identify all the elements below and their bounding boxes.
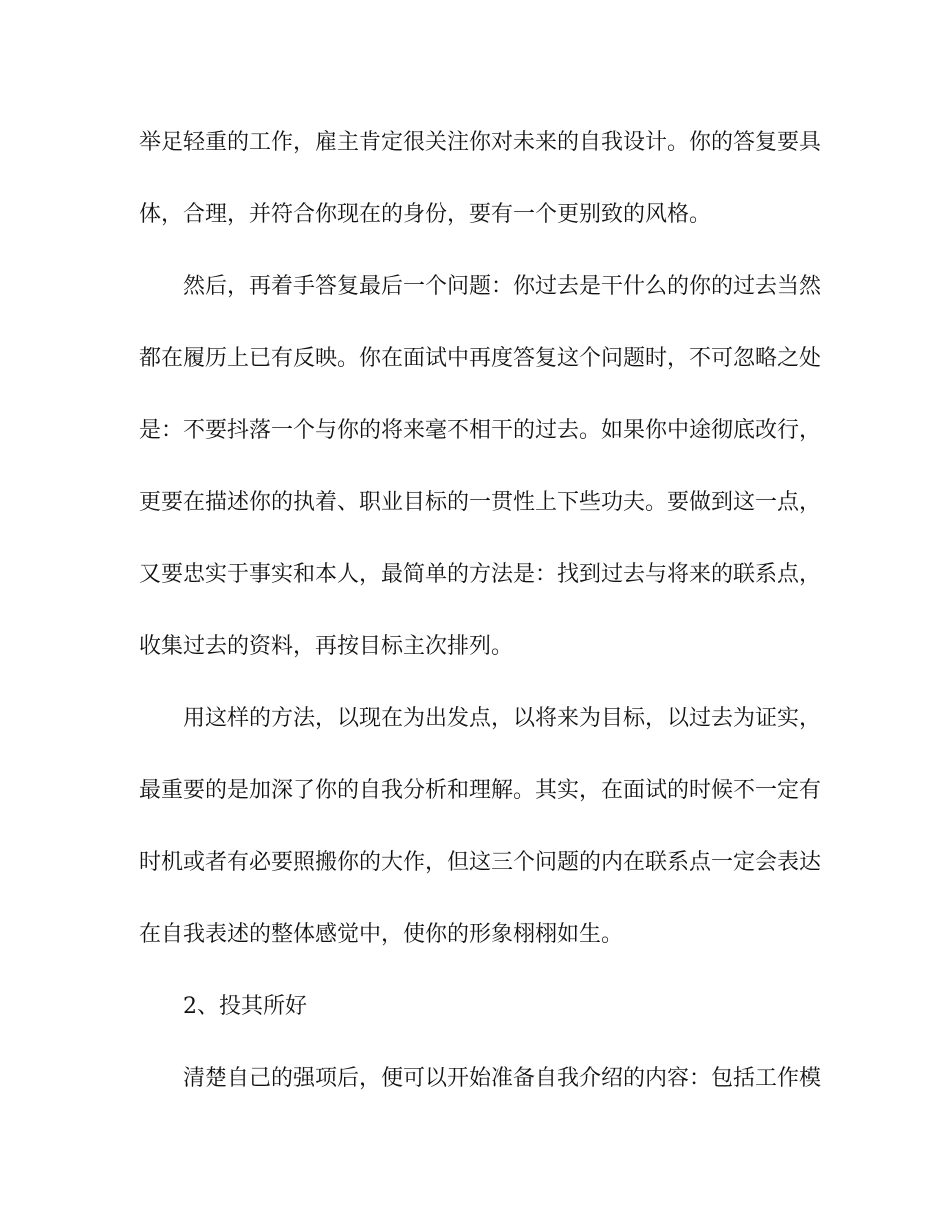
paragraph-line: 清楚自己的强项后，便可以开始准备自我介绍的内容：包括工作模 [183,1066,822,1091]
section-heading: 2、投其所好 [183,994,307,1019]
paragraph-line: 然后，再着手答复最后一个问题：你过去是干什么的你的过去当然 [183,274,822,299]
paragraph-line: 是：不要抖落一个与你的将来毫不相干的过去。如果你中途彻底改行， [139,418,822,443]
paragraph-line: 在自我表述的整体感觉中，使你的形象栩栩如生。 [139,922,624,947]
paragraph-line: 更要在描述你的执着、职业目标的一贯性上下些功夫。要做到这一点， [139,490,822,515]
paragraph-line: 用这样的方法，以现在为出发点，以将来为目标，以过去为证实， [183,706,822,731]
paragraph-line: 又要忠实于事实和本人，最简单的方法是：找到过去与将来的联系点， [139,562,822,587]
paragraph-line: 时机或者有必要照搬你的大作，但这三个问题的内在联系点一定会表达 [139,850,822,875]
paragraph-line: 收集过去的资料，再按目标主次排列。 [139,634,514,659]
paragraph-line: 都在履历上已有反映。你在面试中再度答复这个问题时，不可忽略之处 [139,346,822,371]
paragraph-line: 最重要的是加深了你的自我分析和理解。其实，在面试的时候不一定有 [139,778,822,803]
paragraph-line: 举足轻重的工作，雇主肯定很关注你对未来的自我设计。你的答复要具 [139,130,822,155]
paragraph-line: 体，合理，并符合你现在的身份，要有一个更别致的风格。 [139,202,712,227]
